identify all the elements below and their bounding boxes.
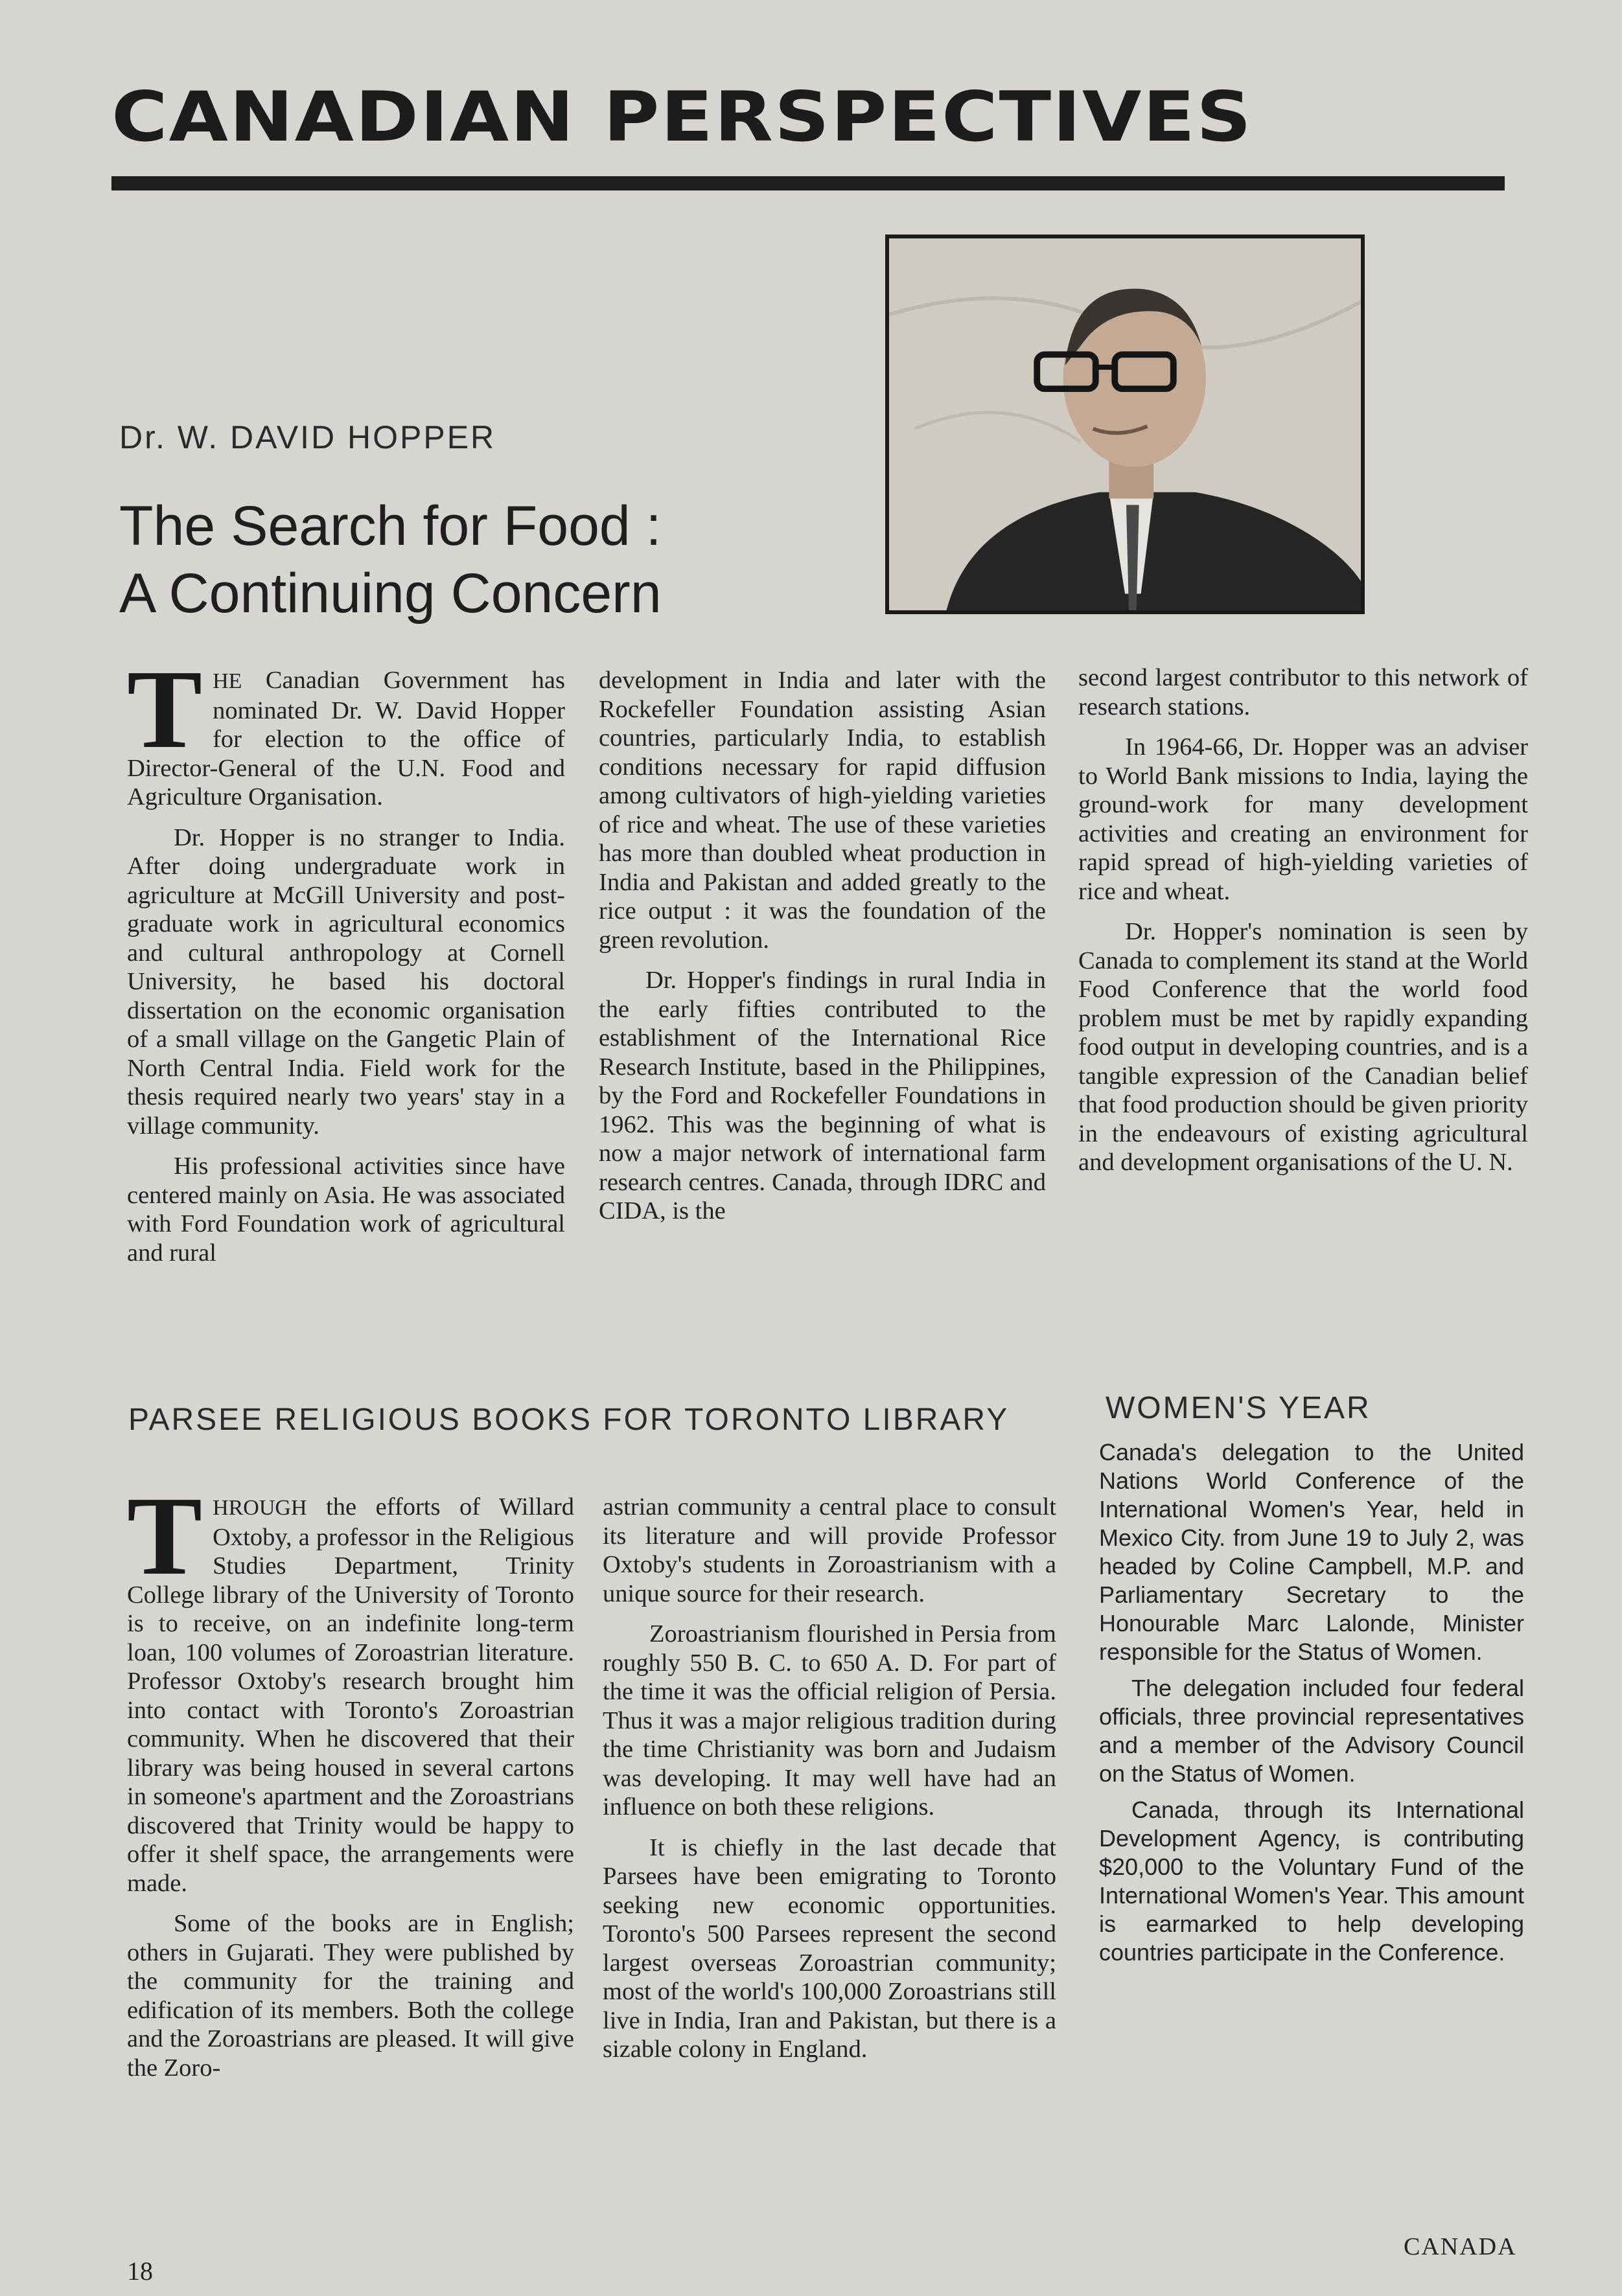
article2-headline: PARSEE RELIGIOUS BOOKS FOR TORONTO LIBRARY — [128, 1403, 1010, 1437]
article2-paragraph — [127, 1473, 574, 1898]
article1-paragraph: Dr. Hopper is no stranger to India. After doing undergraduate work in agriculture at McGill University and post-graduate work in agricultural economics and cultural anthropology at Cornell University, he based his doctoral dissertation on the economic organisation of a small village on the Gangetic Plain of North Central India. Field work for the thesis required nearly two years' stay in a village community. — [127, 823, 565, 1140]
article2-paragraph: astrian community a central place to consult its literature and will provide Professor Oxtoby's students in Zoroastrianism with a unique source for their research. — [603, 1493, 1056, 1607]
article1-column-2 — [599, 666, 1046, 1237]
article1-column-1 — [127, 647, 565, 1279]
article3-headline: WOMEN'S YEAR — [1106, 1391, 1371, 1425]
headline-line-1: The Search for Food : — [119, 495, 662, 557]
article2-column-1 — [127, 1473, 574, 2094]
headline-line-2: A Continuing Concern — [119, 562, 662, 625]
article3-paragraph: Canada, through its International Development Agency, is contributing $20,000 to the Voluntary Fund of the International Women's Year. This amount is earmarked to help developing countries participate in the Conference. — [1099, 1797, 1524, 1966]
paragraph-text: Canadian Government has nominated Dr. W. David Hopper for election to the office of Director-General of the U.N. Food and Agriculture Organisation. — [127, 667, 565, 810]
article2-column-2 — [603, 1493, 1056, 2076]
article2-paragraph: Zoroastrianism flourished in Persia from roughly 550 B. C. to 650 A. D. For part of the time it was the official religion of Persia. Thus it was a major religious tradition during the time Christianity was born and Judaism was developing. It may well have had an influence on both these religions. — [603, 1620, 1056, 1820]
article3-paragraph: The delegation included four federal officials, three provincial representatives and a member of the Advisory Council on the Status of Women. — [1099, 1675, 1524, 1787]
article-author: Dr. W. DAVID HOPPER — [119, 419, 496, 455]
lead-in: HROUGH — [213, 1496, 307, 1520]
article3-column — [1099, 1438, 1524, 1975]
article2-paragraph: Some of the books are in English; others in Gujarati. They were published by the community for the training and edification of its members. Both the college and the Zoroastrians are pleased. It will give the Zoro- — [127, 1910, 574, 2082]
article1-paragraph: second largest contributor to this network of research stations. — [1078, 664, 1528, 720]
page-number: 18 — [127, 2256, 153, 2286]
continued-label: CANADA — [1404, 2233, 1517, 2260]
article3-paragraph: Canada's delegation to the United Nations World Conference of the International Women's Year, held in Mexico City. from June 19 to July 2, was headed by Coline Campbell, M.P. and Parliamentary Secretary to the Honourable Marc Lalonde, Minister responsible for the Status of Women. — [1099, 1439, 1524, 1665]
article1-column-3 — [1078, 663, 1528, 1189]
paragraph-text: the efforts of Willard Oxtoby, a professor in the Religious Studies Department, Trinity College library of the University of Toronto is to receive, on an indefinite long-term loan, 100 volumes of Zoroastrian literature. Professor Oxtoby's research brought him into contact with Toronto's Zoroastrian community. When he discovered that their library was being housed in several cartons in someone's apartment and the Zoroastrians discovered that Trinity would be happy to offer it shelf space, the arrangements were made. — [127, 1493, 574, 1897]
portrait-photo — [885, 235, 1365, 614]
article2-paragraph: It is chiefly in the last decade that Parsees have been emigrating to Toronto seeking new economic opportunities. Toronto's 500 Parsees represent the second largest overseas Zoroastrian community; most of the world's 100,000 Zoroastrians still live in India, Iran and Pakistan, but there is a sizable colony in England. — [603, 1833, 1056, 2063]
article1-paragraph: development in India and later with the Rockefeller Foundation assisting Asian countries, particularly India, to establish conditions necessary for rapid diffusion among cultivators of high-yielding varieties of rice and wheat. The use of these varieties has more than doubled wheat production in India and Pakistan and added greatly to the rice output : it was the foundation of the green revolution. — [599, 667, 1046, 954]
portrait-photo-icon — [889, 238, 1361, 610]
article1-paragraph: Dr. Hopper's nomination is seen by Canada to complement its stand at the World Food Conference that the world food problem must be met by rapidly expanding food output in developing countries, and is a tangible expression of the Canadian belief that food production should be given priority in the endeavours of existing agricultural and development organisations of the U. N. — [1078, 918, 1528, 1176]
article1-paragraph: His professional activities since have centered mainly on Asia. He was associated with Ford Foundation work of agricultural and rural — [127, 1153, 565, 1267]
lead-in: HE — [213, 669, 242, 693]
article-headline — [119, 492, 662, 627]
article1-paragraph: Dr. Hopper's findings in rural India in the early fifties contributed to the establishment of the International Rice Research Institute, based in the Philippines, by the Ford and Rockefeller Foundations in 1962. This was the beginning of what is now a major network of international farm research centres. Canada, through IDRC and CIDA, is the — [599, 967, 1046, 1224]
article1-paragraph: In 1964-66, Dr. Hopper was an adviser to World Bank missions to India, laying the ground-work for many development activities and creating an environment for rapid spread of high-yielding varieties of rice and wheat. — [1078, 733, 1528, 905]
masthead-title: CANADIAN PERSPECTIVES — [111, 76, 1253, 157]
article1-paragraph — [127, 647, 565, 812]
masthead-rule — [111, 176, 1505, 190]
drop-cap: T — [127, 647, 203, 772]
drop-cap: T — [127, 1473, 203, 1598]
